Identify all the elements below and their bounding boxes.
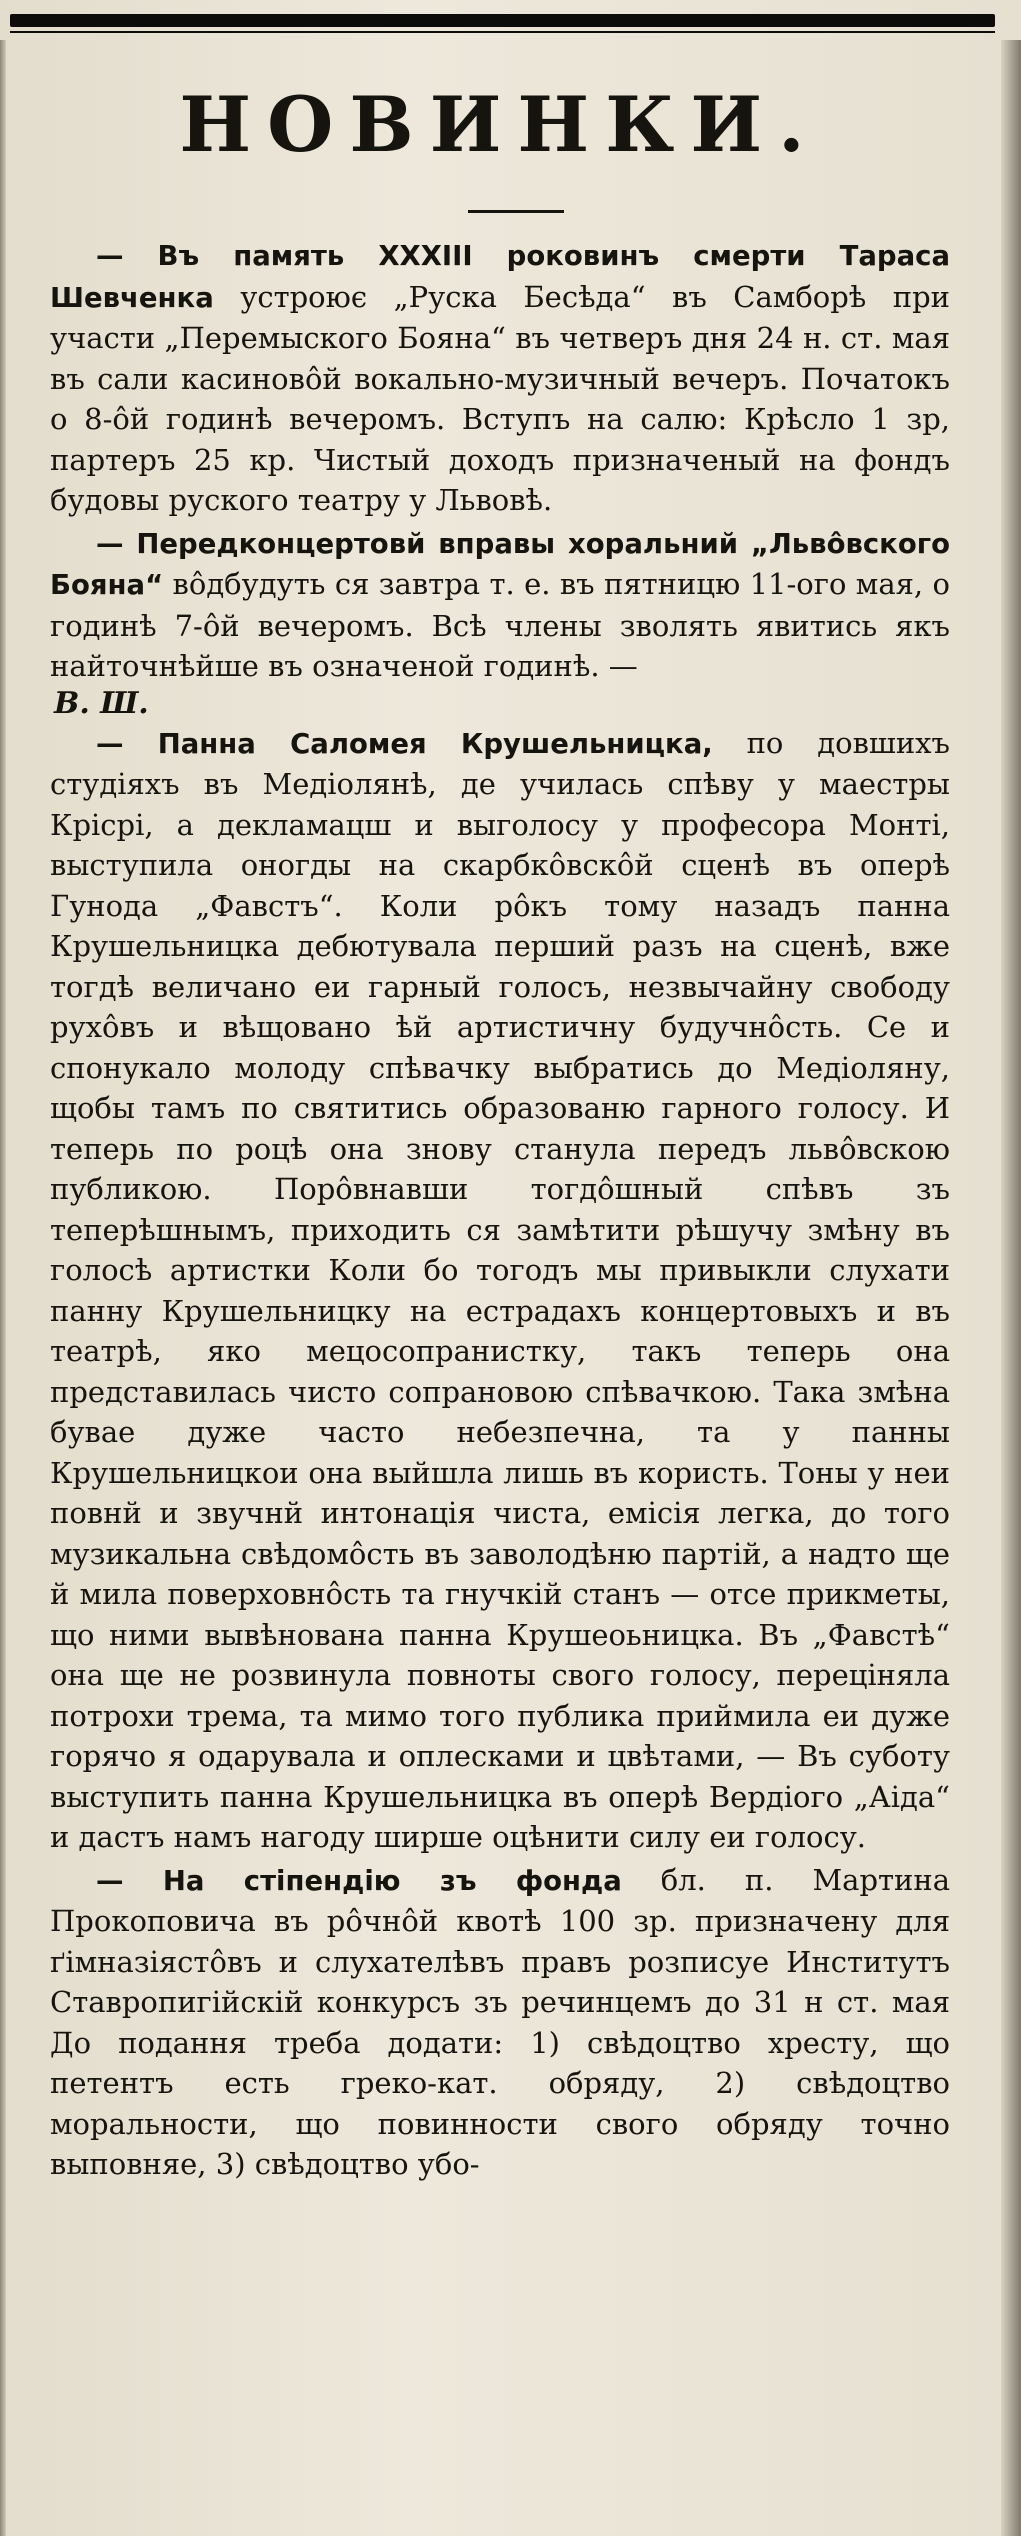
news-item-lead: — На стіпендію зъ фонда (96, 1864, 622, 1897)
news-item-text: бл. п. Мартина Прокоповича въ рôчнôй квотѣ 100 зр. призначену для ґімназіястôвъ и слухателѣвъ правъ розписуе Институтъ Ставропигійскій конкурсъ зъ речинцемъ до 31 н ст. мая До подання треба додати: 1) свѣдоцтво хресту, що петентъ есть греко-кат. обряду, 2) свѣдоцтво моральности, що повинности свого обряду точно выповняе, 3) свѣдоцтво убо- (50, 1862, 950, 2181)
page-edge-left (0, 40, 6, 2536)
article-column (50, 235, 950, 2185)
news-item-scholarship (50, 1860, 950, 2185)
page-edge-right (1001, 40, 1021, 2536)
news-item-signature: В. Ш. (54, 685, 149, 721)
news-item-shevchenko (50, 235, 950, 521)
heading-divider (468, 210, 564, 213)
news-item-lead: — Передконцертовй вправы хоральний „Львôвского Бояна“ (50, 527, 950, 601)
section-heading: НОВИНКИ. (179, 80, 821, 169)
news-item-boyan-rehearsal (50, 523, 950, 687)
news-item-text: по довшихъ студіяхъ въ Медіолянѣ, де училась спѣву у маестры Крісрі, а декламацш и выголосу у професора Монті, выступила оногды на скарбкôвскôй сценѣ въ оперѣ Гунода „Фавстъ“. Коли рôкъ тому назадъ панна Крушельницка дебютувала перший разъ на сценѣ, вже тогдѣ величано еи гарный голосъ, незвычайну свободу рухôвъ и вѣщовано ѣй артистичну будучнôсть. Се и спонукало молоду спѣвачку выбратись до Медіоляну, щобы тамъ по святитись образованю гарного голосу. И теперь по роцѣ она знову станула передъ львôвскою публикою. Порôвнавши тогдôшный спѣвъ зъ теперѣшнымъ, приходить ся замѣтити рѣшучу змѣну въ голосѣ артистки Коли бо тогодъ мы привыкли слухати панну Крушельницку на естрадахъ концертовыхъ и въ театрѣ, яко мецосопранистку, такъ теперь она представилась чисто сопрановою спѣвачкою. Така змѣна бувае дуже часто небезпечна, та у панны Крушельницкои она выйшла лишь въ користь. Тоны у неи повнй и звучнй интонація чиста, емісія легка, до того музикальна свѣдомôсть въ заволодѣню партій, а надто ще й мила поверховнôсть та гнучкій станъ — отсе прикметы, що ними вывѣнована панна Крушеоьницка. Въ „Фавстѣ“ она ще не розвинула повноты свого голосу, перецiняла потрохи трема, та мимо того публика приймила еи дуже горячо я одарувала и оплесками и цвѣтами, — Въ суботу выступить панна Крушельницка въ оперѣ Вердіого „Аіда“ и дастъ намъ нагоду ширше оцѣнити силу еи голосу. (50, 725, 950, 1854)
news-item-text: вôдбудуть ся завтра т. е. въ пятницю 11-ого мая, о годинѣ 7-ôй вечеромъ. Всѣ члены зволять явитись якъ найточнѣйше въ означеной годинѣ. — (50, 567, 950, 683)
news-item-lead: — Панна Саломея Крушельницка, (96, 727, 713, 760)
news-item-text: устроює „Руска Бесѣда“ въ Самборѣ при участи „Перемыского Бояна“ въ четверъ дня 24 н. ст. мая въ сали касиновôй вокально-музичный вечеръ. Початокъ о 8-ôй годинѣ вечеромъ. Вступъ на салю: Крѣсло 1 зр, партеръ 25 кр. Чистый доходъ призначеный на фондъ будовы руского театру у Львовѣ. (50, 279, 950, 517)
news-item-krushelnytska (50, 723, 950, 1858)
news-item-lead: — Въ память XXXIII роковинъ смерти Тараса Шевченка (50, 240, 950, 314)
top-rule (10, 14, 995, 27)
